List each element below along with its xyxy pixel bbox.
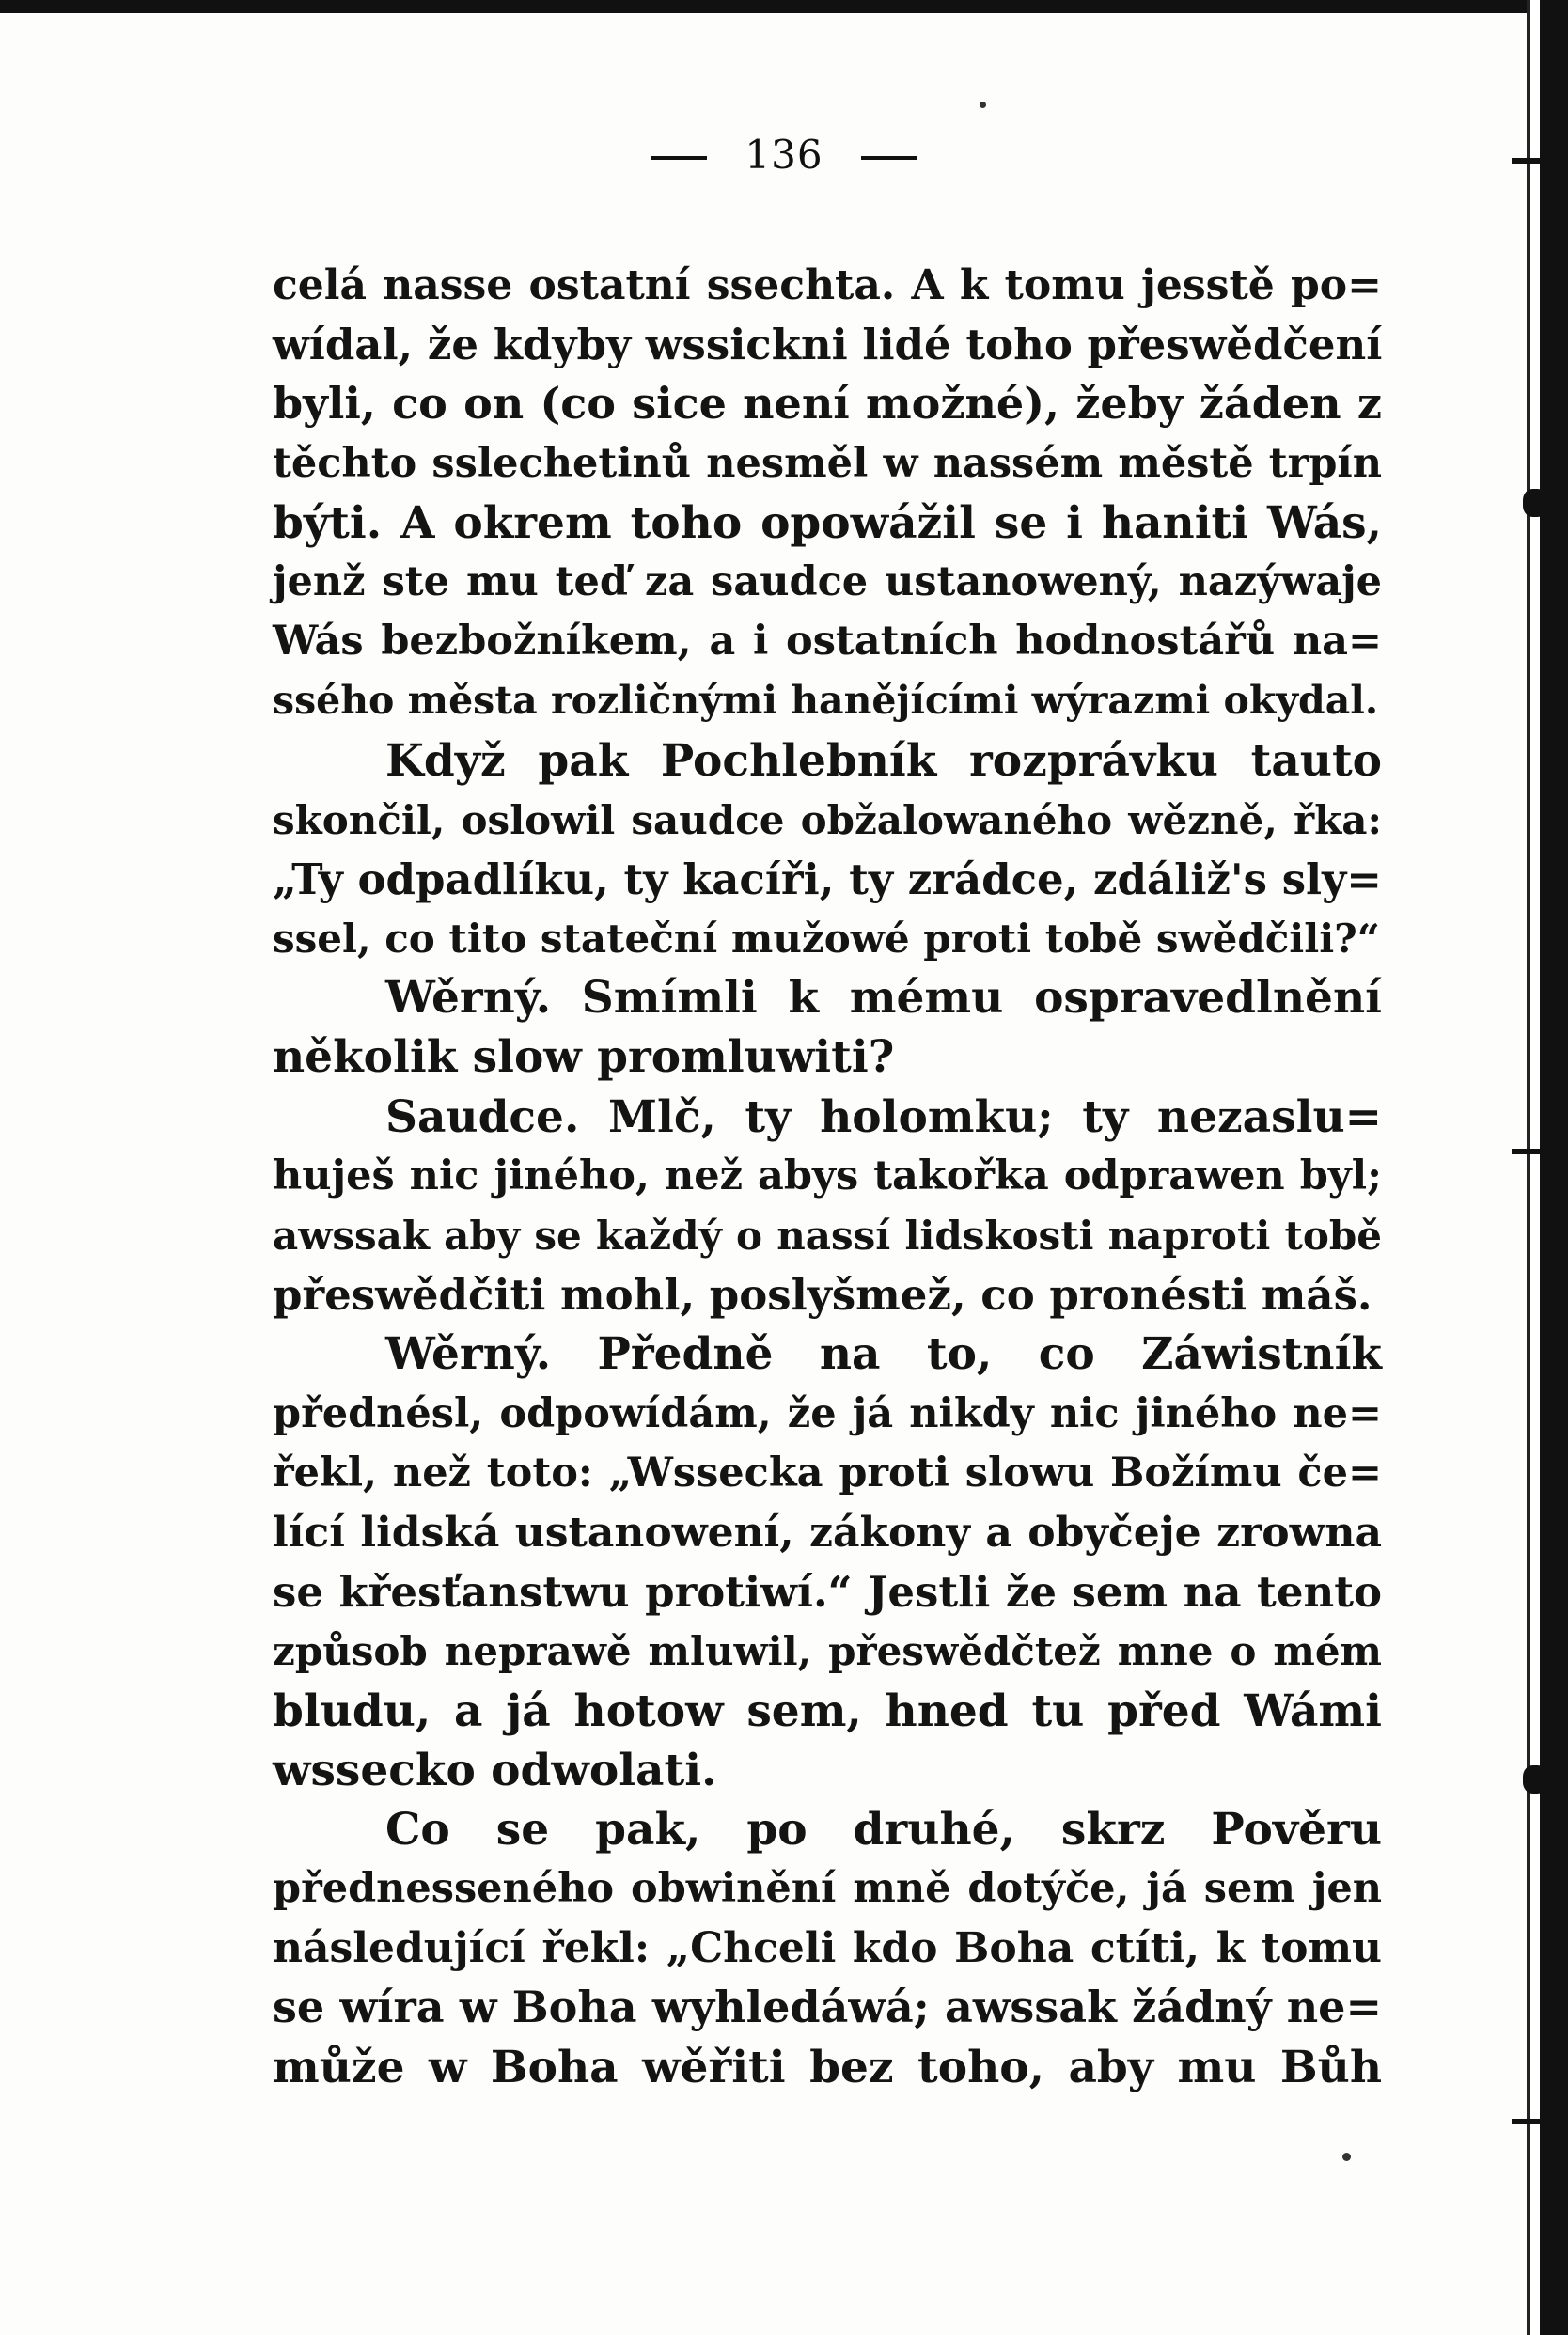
scan-border-top <box>0 0 1568 13</box>
scan-edge-gap <box>1530 0 1540 2335</box>
text-line: jenž ste mu teď za saudce ustanowený, nazýwaje <box>273 557 1382 605</box>
text-line: ssého města rozličnými hanějícími wýrazmi okydal. <box>273 678 1379 724</box>
text-line: přednesseného obwinění mně dotýče, já sem jen <box>273 1865 1382 1913</box>
text-line: bludu, a já hotow sem, hned tu před Wámi <box>273 1685 1382 1737</box>
text-line: Saudce. Mlč, ty holomku; ty nezaslu= <box>385 1090 1382 1143</box>
text-line: byli, co on (co sice není možné), žeby žáden z <box>273 378 1382 430</box>
text-line: Když pak Pochlebník rozprávku tauto <box>385 734 1382 787</box>
edge-mark <box>1523 489 1547 517</box>
text-line: několik slow promluwiti? <box>273 1031 895 1084</box>
edge-mark <box>1512 1149 1568 1154</box>
text-line: „Ty odpadlíku, ty kacíři, ty zrádce, zdáliž's sly= <box>273 854 1382 904</box>
header-dash <box>651 156 707 160</box>
paper-speck <box>1342 2153 1351 2161</box>
text-line: huješ nic jiného, než abys takořka odprawen byl; <box>273 1152 1382 1199</box>
text-line: Wás bezbožníkem, a i ostatních hodnostářů na= <box>273 618 1382 666</box>
text-line: způsob neprawě mluwil, přeswědčtež mne o mém <box>273 1628 1382 1675</box>
text-line: může w Boha wěřiti bez toho, aby mu Bůh <box>273 2041 1382 2093</box>
paper-speck <box>980 102 986 108</box>
text-line: lící lidská ustanowení, zákony a obyčeje zrowna <box>273 1508 1382 1557</box>
text-line: Co se pak, po druhé, skrz Pověru <box>385 1803 1382 1856</box>
text-line: wssecko odwolati. <box>273 1744 717 1796</box>
text-line: býti. A okrem toho opowážil se i haniti Wás, <box>273 496 1382 549</box>
text-line: Wěrný. Předně na to, co Záwistník <box>385 1328 1382 1381</box>
text-line: wídal, že kdyby wssickni lidé toho přeswědčení <box>273 320 1383 370</box>
text-line: se wíra w Boha wyhledáwá; awssak žádný ne= <box>273 1982 1382 2033</box>
text-line: těchto sslechetinů nesměl w nassém městě trpín <box>273 439 1382 487</box>
text-line: přednésl, odpowídám, že já nikdy nic jiného ne= <box>273 1389 1382 1437</box>
text-line: Wěrný. Smímli k mému ospravedlnění <box>385 972 1382 1025</box>
header-dash <box>861 156 917 160</box>
page-header <box>0 132 1568 178</box>
edge-mark <box>1512 2119 1568 2124</box>
text-line: přeswědčiti mohl, poslyšmež, co pronésti máš. <box>273 1270 1372 1321</box>
edge-mark <box>1523 1765 1547 1794</box>
text-line: awssak aby se každý o nassí lidskosti naproti tobě <box>273 1213 1382 1259</box>
scan-border-right <box>1540 0 1568 2335</box>
body-text <box>273 256 1382 2097</box>
text-line: řekl, než toto: „Wssecka proti slowu Božímu če= <box>273 1449 1382 1497</box>
text-line: ssel, co tito stateční mužowé proti tobě swědčili?“ <box>273 916 1380 963</box>
page-number: 136 <box>745 132 823 178</box>
text-line: se křesťanstwu protiwí.“ Jestli že sem na tento <box>273 1567 1382 1618</box>
text-line: následující řekl: „Chceli kdo Boha ctíti, k tomu <box>273 1924 1382 1973</box>
text-line: celá nasse ostatní ssechta. A k tomu jesstě po= <box>273 261 1382 309</box>
text-line: skončil, oslowil saudce obžalowaného wězně, řka: <box>273 796 1382 843</box>
